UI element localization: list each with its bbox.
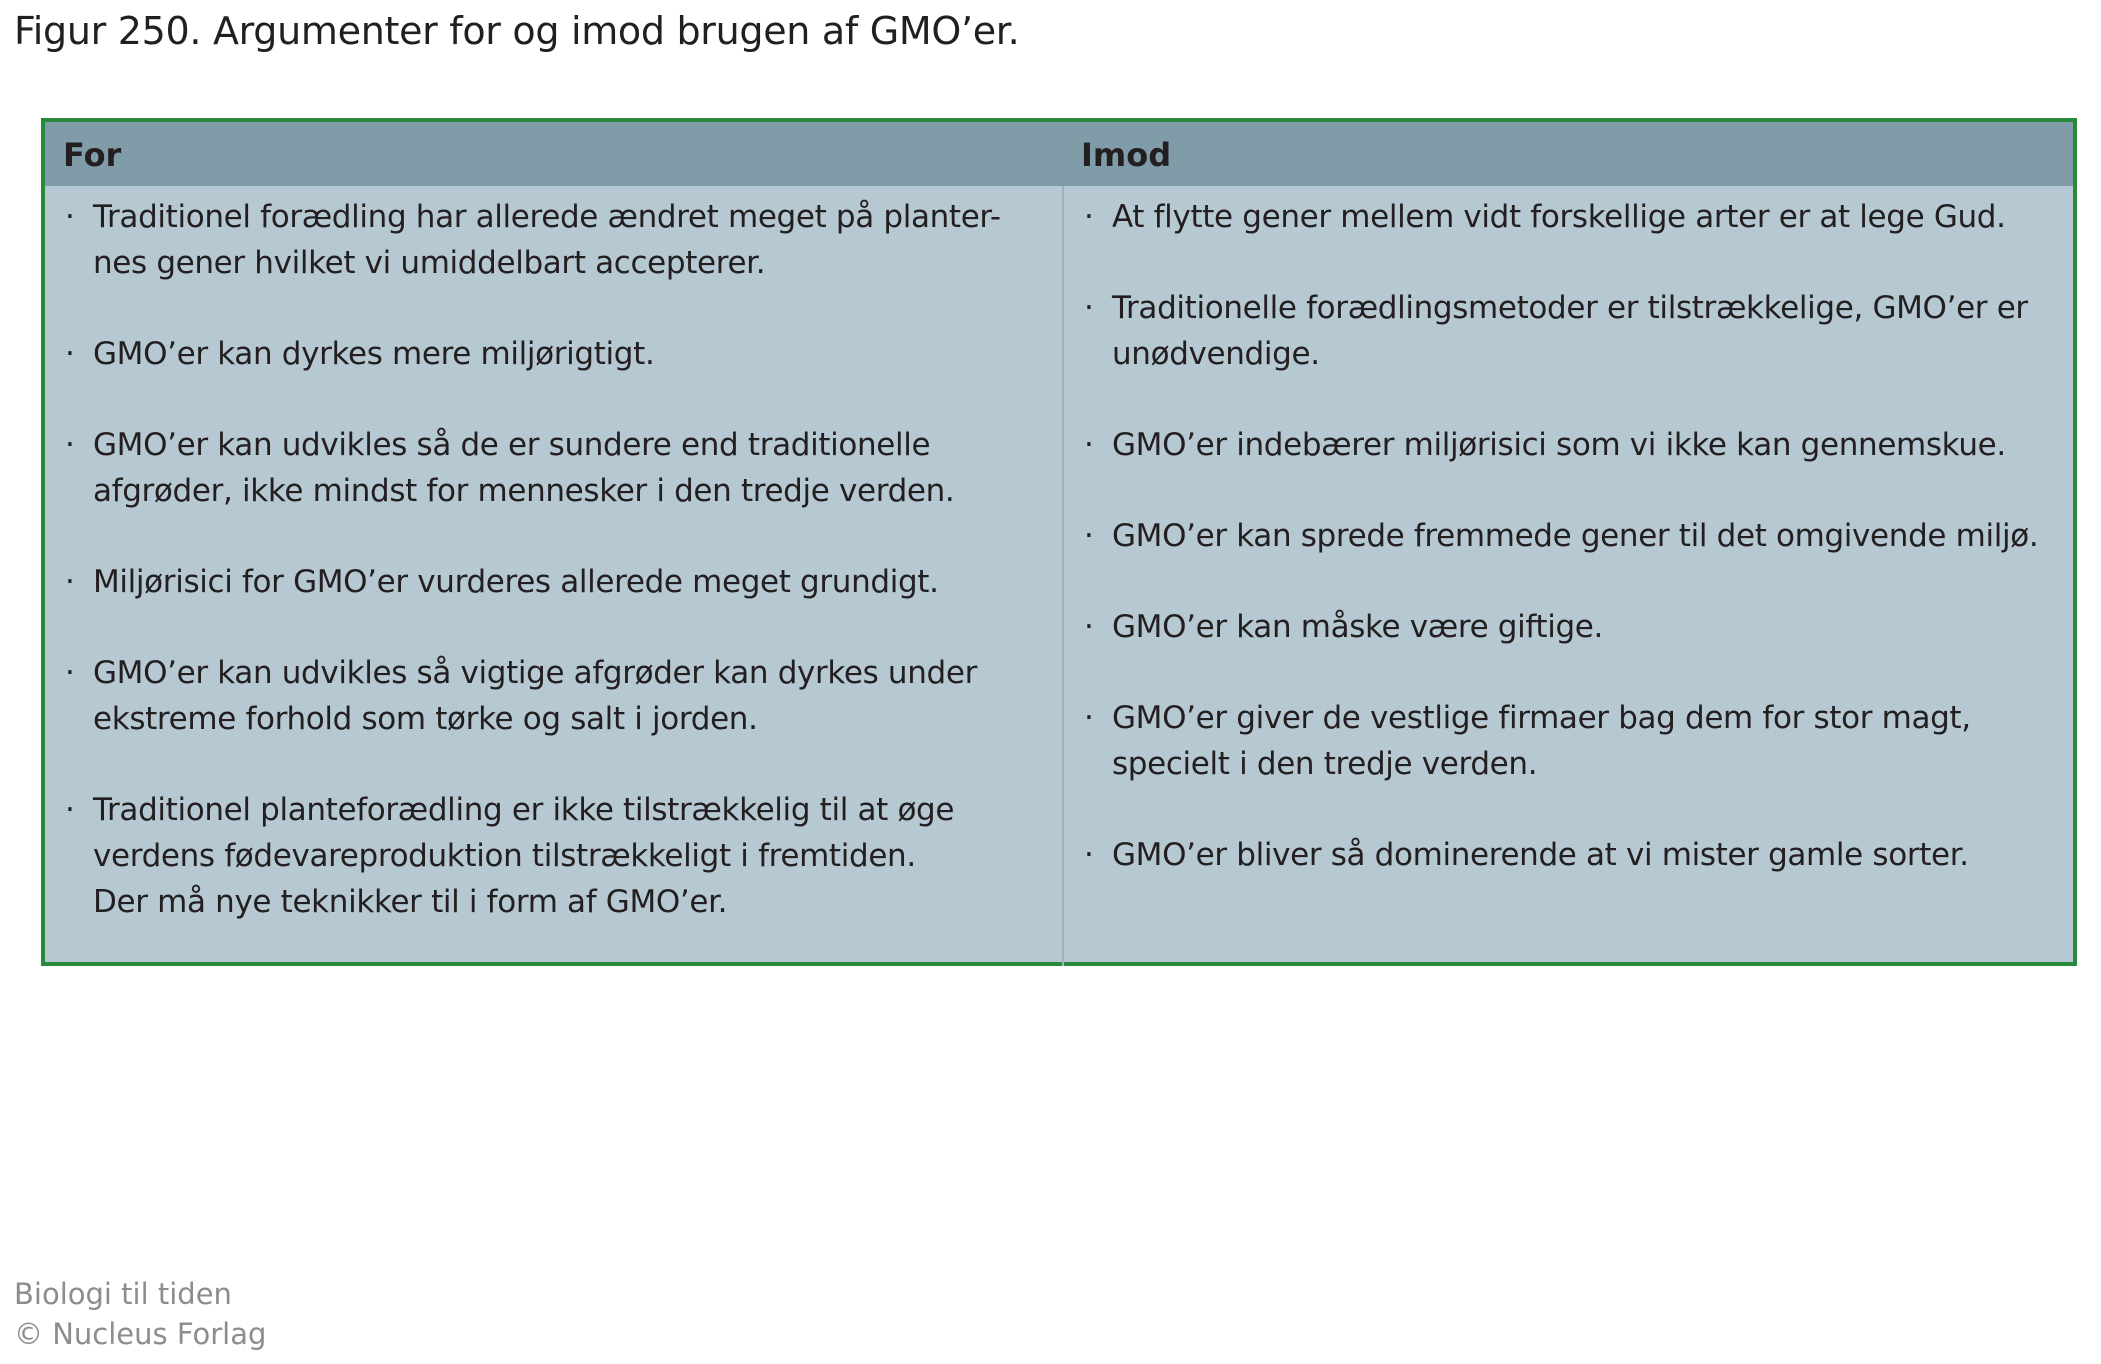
imod-argument-item: [1078, 194, 2073, 240]
for-argument-item: [59, 194, 1049, 286]
argument-text: GMO’er kan udvikles så vigtige afgrøder kan dyrkes under ekstreme forhold som tørke og salt i jorden.: [93, 655, 977, 737]
bullet-dot: ·: [1084, 518, 1094, 554]
imod-argument-item: [1078, 422, 2073, 468]
for-argument-item: [59, 559, 1049, 605]
bullet-dot: ·: [1084, 837, 1094, 873]
column-header-imod: Imod: [1081, 136, 1172, 174]
book-title: Biologi til tiden: [14, 1277, 232, 1311]
bullet-dot: ·: [65, 427, 75, 463]
bullet-dot: ·: [1084, 199, 1094, 235]
column-divider: [1062, 186, 1064, 966]
bullet-dot: ·: [65, 336, 75, 372]
bullet-dot: ·: [1084, 427, 1094, 463]
argument-text: GMO’er kan måske være giftige.: [1112, 609, 1604, 645]
bullet-dot: ·: [65, 564, 75, 600]
figure-caption: Figur 250. Argumenter for og imod brugen af GMO’er.: [14, 9, 1020, 53]
for-argument-item: [59, 650, 1049, 742]
publisher-footer: [14, 1274, 266, 1354]
argument-text: GMO’er bliver så dominerende at vi mister gamle sorter.: [1112, 837, 1969, 873]
argument-text: GMO’er kan dyrkes mere miljørigtigt.: [93, 336, 655, 372]
argument-text: Traditionelle forædlingsmetoder er tilstrækkelige, GMO’er er unødvendige.: [1112, 290, 2028, 372]
bullet-dot: ·: [1084, 290, 1094, 326]
column-header-for: For: [63, 136, 122, 174]
imod-argument-item: [1078, 695, 2073, 787]
imod-argument-item: [1078, 285, 2073, 377]
imod-arguments-list: [1078, 194, 2073, 923]
bullet-dot: ·: [65, 792, 75, 828]
bullet-dot: ·: [65, 655, 75, 691]
for-argument-item: [59, 787, 1049, 925]
imod-argument-item: [1078, 604, 2073, 650]
table-header-row: [45, 122, 2073, 186]
copyright-notice: © Nucleus Forlag: [14, 1317, 267, 1351]
argument-text: GMO’er indebærer miljørisici som vi ikke kan gennemskue.: [1112, 427, 2006, 463]
bullet-dot: ·: [65, 199, 75, 235]
argument-text: At flytte gener mellem vidt forskellige arter er at lege Gud.: [1112, 199, 2006, 235]
argument-text: GMO’er kan udvikles så de er sundere end traditionelle afgrøder, ikke mindst for mennesker i den tredje verden.: [93, 427, 955, 509]
bullet-dot: ·: [1084, 609, 1094, 645]
argument-text: GMO’er kan sprede fremmede gener til det omgivende miljø.: [1112, 518, 2039, 554]
arguments-table: [41, 118, 2077, 966]
argument-text: Miljørisici for GMO’er vurderes allerede meget grundigt.: [93, 564, 939, 600]
argument-text: GMO’er giver de vestlige firmaer bag dem for stor magt, specielt i den tredje verden.: [1112, 700, 1971, 782]
for-argument-item: [59, 422, 1049, 514]
argument-text: Traditionel forædling har allerede ændret meget på planter- nes gener hvilket vi umiddelbart accepterer.: [93, 199, 1001, 281]
for-argument-item: [59, 331, 1049, 377]
imod-argument-item: [1078, 832, 2073, 878]
imod-argument-item: [1078, 513, 2073, 559]
for-arguments-list: [59, 194, 1049, 970]
bullet-dot: ·: [1084, 700, 1094, 736]
argument-text: Traditionel planteforædling er ikke tilstrækkelig til at øge verdens fødevareproduktion tilstrækkeligt i fremtiden. Der må nye teknikker til i form af GMO’er.: [93, 792, 955, 920]
